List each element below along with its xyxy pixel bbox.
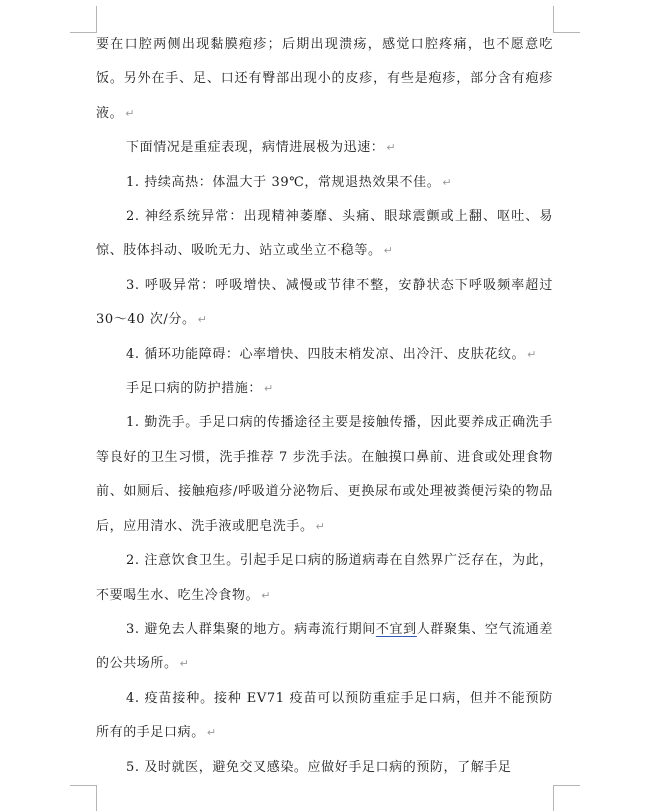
paragraph	[96, 338, 553, 372]
margin-corner-bottom-right	[553, 785, 580, 811]
paragraph	[96, 682, 553, 751]
paragraph	[96, 751, 553, 785]
paragraph-mark-icon: ↵	[206, 726, 217, 740]
paragraph-mark-icon: ↵	[386, 141, 396, 155]
paragraph-text: 下面情况是重症表现，病情进展极为迅速：	[126, 140, 385, 156]
paragraph	[96, 406, 553, 544]
paragraph	[96, 372, 553, 406]
paragraph-mark-icon: ↵	[442, 175, 452, 189]
paragraph-mark-icon: ↵	[383, 244, 393, 258]
paragraph	[96, 166, 553, 200]
margin-corner-bottom-left	[70, 785, 97, 811]
paragraph	[96, 269, 553, 338]
paragraph-text: 1. 勤洗手。手足口病的传播途径主要是接触传播，因此要养成正确洗手等良好的卫生习惯，洗手推荐 7 步洗手法。在触摸口鼻前、进食或处理食物前、如厕后、接触疱疹/呼吸道分泌物后、更换尿布或处理被粪便污染的物品后，应用清水、洗手液或肥皂洗手。	[96, 415, 553, 534]
paragraph-text: 手足口病的防护措施：	[126, 381, 263, 397]
margin-corner-top-right	[553, 6, 580, 33]
paragraph	[96, 28, 553, 131]
paragraph	[96, 200, 553, 269]
paragraph-text: 2. 神经系统异常：出现精神萎靡、头痛、眼球震颤或上翻、呕吐、易惊、肢体抖动、吸吮无力、站立或坐立不稳等。	[96, 209, 553, 259]
paragraph-text: 1. 持续高热：体温大于 39℃，常规退热效果不佳。	[126, 174, 441, 190]
paragraph-text: 要在口腔两侧出现黏膜疱疹；后期出现溃疡，感觉口腔疼痛，也不愿意吃饭。另外在手、足、口还有臀部出现小的皮疹，有些是疱疹，部分含有疱疹液。	[96, 37, 553, 121]
paragraph-mark-icon: ↵	[261, 588, 271, 602]
paragraph-mark-icon: ↵	[197, 313, 207, 327]
paragraph-mark-icon: ↵	[315, 519, 325, 533]
paragraph-text: 5. 及时就医，避免交叉感染。应做好手足口病的预防，了解手足	[126, 759, 512, 775]
paragraph-mark-icon: ↵	[527, 347, 537, 361]
paragraph-text: 4. 循环功能障碍：心率增快、四肢末梢发凉、出冷汗、皮肤花纹。	[126, 346, 526, 362]
paragraph-text: 3. 呼吸异常：呼吸增快、减慢或节律不整，安静状态下呼吸频率超过 30～40 次/分。	[96, 277, 553, 328]
paragraph	[96, 544, 553, 613]
paragraph-text: 3. 避免去人群集聚的地方。病毒流行期间	[126, 621, 376, 637]
grammar-underlined-text[interactable]: 不宜到	[375, 621, 417, 637]
paragraph-mark-icon: ↵	[179, 657, 189, 671]
paragraph-text: 2. 注意饮食卫生。引起手足口病的肠道病毒在自然界广泛存在，为此，不要喝生水、吃生冷食物。	[96, 553, 553, 603]
paragraph-mark-icon: ↵	[264, 382, 274, 396]
paragraph-text: 4. 疫苗接种。接种 EV71 疫苗可以预防重症手足口病，但并不能预防所有的手足口病。	[96, 690, 553, 741]
paragraph	[96, 613, 553, 682]
document-body[interactable]	[96, 28, 553, 785]
paragraph-text: 人群聚集、空气流通差的公共场所。	[96, 621, 553, 672]
paragraph	[96, 131, 553, 165]
margin-corner-top-left	[70, 6, 97, 33]
paragraph-mark-icon: ↵	[125, 106, 135, 120]
